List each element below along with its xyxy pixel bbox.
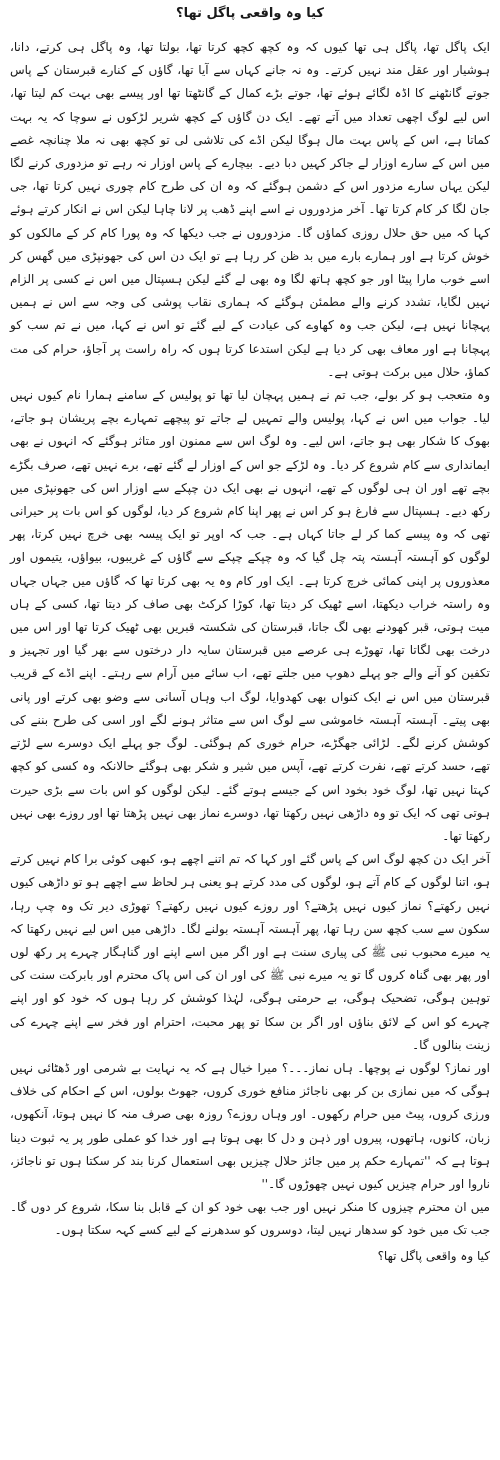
closing-question: کیا وہ واقعی پاگل تھا؟ xyxy=(377,1248,490,1263)
article-body xyxy=(10,36,490,1243)
article-title: کیا وہ واقعی پاگل تھا؟ xyxy=(176,6,324,21)
paragraph: آخر ایک دن کچھ لوگ اس کے پاس گئے اور کہا کہ تم اتنے اچھے ہو، کبھی کوئی برا کام نہیں کرتے ہو، اتنا لوگوں کے کام آتے ہو، لوگوں کی مدد کرتے ہو یعنی ہر لحاظ سے اچھے ہو تو داڑھی کیوں نہیں رکھتے؟ نماز کیوں نہیں پڑھتے؟ اور روزے کیوں نہیں رکھتے؟ تھوڑی دیر تک وہ چپ رہا، سکون سے سب کچھ سن رہا تھا، پھر آہستہ آہستہ بولنے لگا۔ داڑھی میں اس لیے نہیں رکھتا کہ یہ میرے محبوب نبی ﷺ کی پیاری سنت ہے اور اگر میں اسے اپنے اور گناہگار چہرے پر رکھ لوں اور پھر بھی گناہ کروں گا تو یہ میرے نبی ﷺ کی اور ان کی اس پاک محترم اور بابرکت سنت کی توہین ہوگی، تضحیک ہوگی، بے حرمتی ہوگی، لہٰذا کوشش کر رہا ہوں کہ خود کو اور اپنے چہرے کو اس کے لائق بناؤں اور اگر بن سکا تو پھر محبت، احترام اور فخر سے اپنے چہرے کی زینت بنالوں گا۔ xyxy=(10,852,491,1052)
paragraph: میں ان محترم چیزوں کا منکر نہیں اور جب بھی خود کو ان کے قابل بنا سکا، شروع کر دوں گا۔ جب تک میں خود کو سدھار نہیں لیتا، دوسروں کو سدھرنے کے لیے کسے کہہ سکتا ہوں۔ xyxy=(10,1200,490,1238)
paragraph: اور نماز؟ لوگوں نے پوچھا۔ ہاں نماز۔۔۔؟ میرا خیال ہے کہ یہ نہایت بے شرمی اور ڈھٹائی نہیں ہوگی کہ میں نمازی بن کر بھی ناجائز منافع خوری کروں، جھوٹ بولوں، اس کے احکام کی خلاف ورزی کروں، پیٹ میں حرام رکھوں۔ اور وہاں روزے؟ روزہ بھی صرف منہ کا نہیں ہوتا، آنکھوں، زبان، کانوں، ہاتھوں، پیروں اور ذہن و دل کا بھی ہوتا ہے اور خدا کو عملی طور پر یہ ثبوت دینا ہوتا ہے کہ ''تمہارے حکم پر میں جائز حلال چیزیں بھی استعمال کرنا بند کر سکتا ہوں تو ناجائز، ناروا اور حرام چیزیں کیوں نہیں چھوڑوں گا۔'' xyxy=(10,1060,490,1191)
paragraph: وہ متعجب ہو کر بولے، جب تم نے ہمیں پہچان لیا تھا تو پولیس کے سامنے ہمارا نام کیوں نہیں لیا۔ جواب میں اس نے کہا، پولیس والے تمہیں لے جاتے تو پیچھے تمہارے بچے پریشان ہو جاتے، بھوک کا شکار بھی ہو جاتے، اس لیے۔ وہ لوگ اس سے ممنون اور متاثر ہوگئے کہ انہوں نے بھی ایمانداری سے کام شروع کر دیا۔ وہ لڑکے جو اس کے اوزار لے گئے تھے، برے نہیں تھے، صرف بگڑے بچے تھے اور ان ہی لوگوں کے تھے، انہوں نے بھی ایک دن چپکے سے اوزار اس کی جھونپڑی میں رکھ دیے۔ ہسپتال سے فارغ ہو کر اس نے پھر اپنا کام شروع کر دیا، لوگوں کو اس بات پر حیرانی تھی کہ وہ پیسے کما کر لے جاتا کہاں ہے۔ جب کہ اوپر تو ایک پیسہ بھی خرچ نہیں کرتا، پھر لوگوں کو آہستہ آہستہ پتہ چل گیا کہ وہ چپکے چپکے سے گاؤں کے غریبوں، بیواؤں، یتیموں اور معذوروں پر اپنی کمائی خرچ کرتا ہے۔ ایک اور کام وہ یہ بھی کرتا تھا کہ گاؤں میں جہاں جہاں وہ راستہ خراب دیکھتا، اسے ٹھیک کر دیتا تھا، کوڑا کرکٹ بھی صاف کر دیتا تھا، کسی کے ہاں میت ہوتی، قبر کھودنے بھی لگ جاتا، قبرستان کی شکستہ قبریں بھی ٹھیک کرتا تھا اور اس میں درخت بھی لگاتا تھا، تھوڑے ہی عرصے میں قبرستان سایہ دار درختوں سے بھر گیا اور تجہیز و تکفین کو آنے والے جو پہلے دھوپ میں جلتے تھے، اب سائے میں آرام سے رہتے۔ اپنے اڈے کے قریب قبرستان میں اس نے ایک کنواں بھی کھدوایا، لوگ اب وہاں آسانی سے وضو بھی کرتے اور پانی بھی پیتے۔ آہستہ آہستہ خاموشی سے لوگ اس سے متاثر ہونے لگے اور اسی کی طرح بننے کی کوشش کرنے لگے۔ لڑائی جھگڑے، حرام خوری کم ہوگئی۔ لوگ جو پہلے ایک دوسرے سے لڑتے تھے، حسد کرتے تھے، نفرت کرتے تھے، آپس میں شیر و شکر بھی ہوگئے حالانکہ وہ کسی کو کچھ کہتا نہیں تھا، لوگ خود بخود اس کے جیسے ہوتے گئے۔ لیکن لوگوں کو اس بات سے بڑی حیرت ہوتی تھی کہ ایک تو وہ داڑھی نہیں رکھتا تھا، دوسرے نماز بھی نہیں پڑھتا تھا اور روزے بھی نہیں رکھتا تھا۔ xyxy=(10,388,490,843)
paragraph: ایک پاگل تھا، پاگل ہی تھا کیوں کہ وہ کچھ کچھ کرتا تھا، بولتا تھا، وہ پاگل ہی کرتے، دانا، ہوشیار اور عقل مند نہیں کرتے۔ وہ نہ جانے کہاں سے آیا تھا، گاؤں کے کنارے قبرستان کے پاس جوتے گانٹھنے کا اڈہ لگائے ہوئے تھا، جوتے بڑے کمال کے گانٹھتا تھا اور پیسے بھی بہت کم لیتا تھا، اس لیے لوگ اچھی تعداد میں آتے تھے۔ ایک دن گاؤں کے کچھ شریر لڑکوں نے سوچا کہ یہ بہت کماتا ہے، اس کے پاس بہت مال ہوگا لیکن اڈے کی تلاشی لی تو کچھ بھی نہ ملا چنانچہ غصے میں اس کے سارے اوزار لے جاکر کہیں دبا دیے۔ بیچارے کے پاس اوزار نہ رہے تو مزدوری کرنے لگا لیکن یہاں سارے مزدور اس کے دشمن ہوگئے کہ وہ ان کی طرح کام چوری نہیں کرتا تھا، جی جان لگا کر کام کرتا تھا۔ آخر مزدوروں نے اسے اپنے ڈھب پر لانا چاہا لیکن اس نے انکار کرتے ہوئے کہا کہ میں حق حلال روزی کماؤں گا۔ مزدوروں نے جب دیکھا کہ وہ پورا کام کر کے مالکوں کو خوش کرتا ہے اور ہمارے بارے میں بد ظن کر رہا ہے تو ایک دن اس کی جھونپڑی میں گھس کر اسے خوب مارا پیٹا اور جو کچھ ہاتھ لگا وہ بھی لے گئے لیکن ہسپتال میں اس نے کسی پر الزام نہیں لگایا، تشدد کرنے والے مطمئن ہوگئے کہ ہماری نقاب پوشی کی وجہ سے اس نے ہمیں پہچانا نہیں ہے، لیکن جب وہ کھاوے کی عیادت کے لیے گئے تو اس نے کہا، میں نے تم سب کو پہچانا ہے اور معاف بھی کر دیا ہے لیکن استدعا کرتا ہوں کہ راہ راست پر آجاؤ، حرام کی مت کماؤ، حلال میں برکت ہوتی ہے۔ xyxy=(10,40,490,379)
